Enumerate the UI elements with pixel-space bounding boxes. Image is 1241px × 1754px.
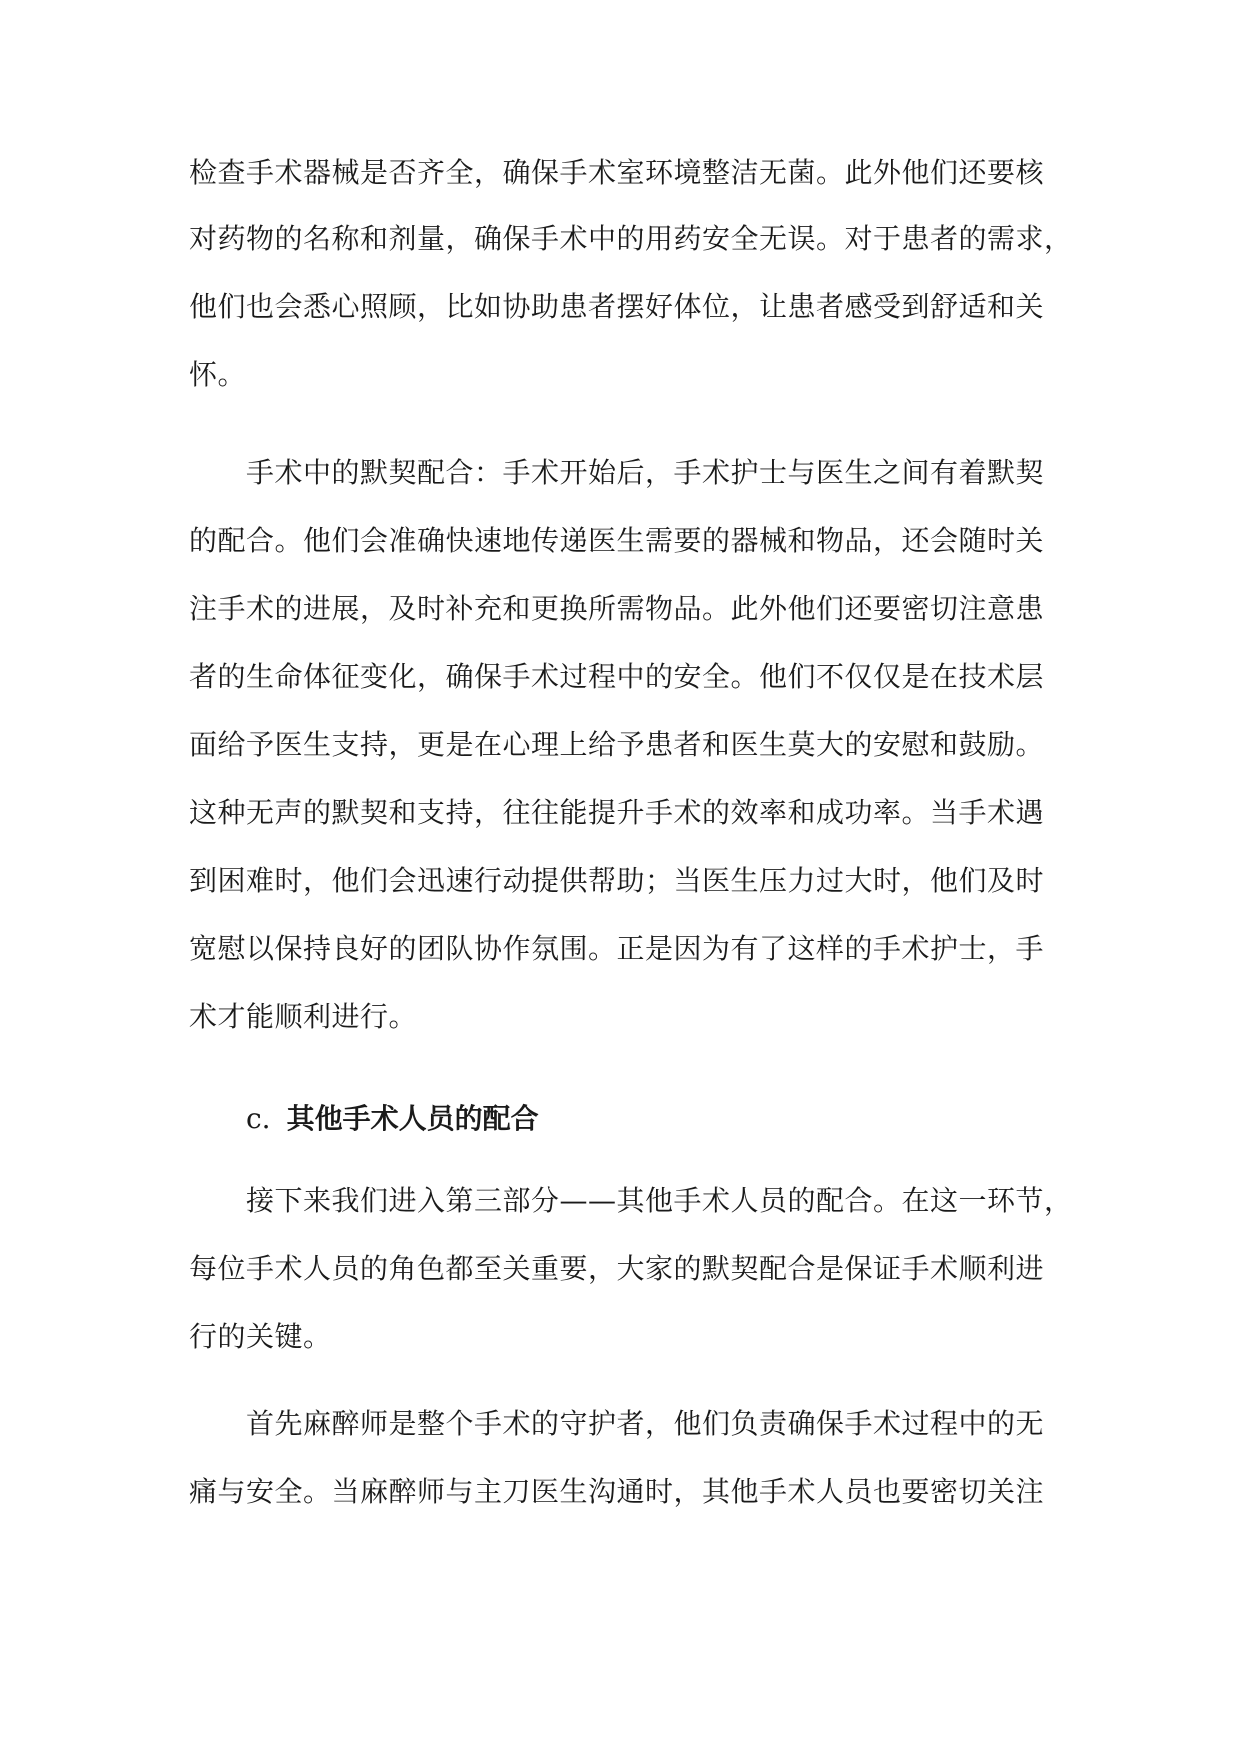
paragraph-line: 者的生命体征变化，确保手术过程中的安全。他们不仅仅是在技术层: [189, 660, 1045, 693]
paragraph-line: 手术中的默契配合：手术开始后，手术护士与医生之间有着默契: [246, 456, 1045, 489]
paragraph-line: 每位手术人员的角色都至关重要，大家的默契配合是保证手术顺利进: [189, 1252, 1045, 1285]
paragraph-line: 行的关键。: [189, 1320, 332, 1353]
paragraph-line: 术才能顺利进行。: [189, 1000, 418, 1033]
section-marker: c.: [246, 1102, 271, 1135]
paragraph-line: 的配合。他们会准确快速地传递医生需要的器械和物品，还会随时关: [189, 524, 1045, 557]
paragraph-line: 面给予医生支持，更是在心理上给予患者和医生莫大的安慰和鼓励。: [189, 728, 1045, 761]
paragraph-line: 接下来我们进入第三部分——其他手术人员的配合。在这一环节，: [246, 1184, 1073, 1217]
paragraph-line: 宽慰以保持良好的团队协作氛围。正是因为有了这样的手术护士，手: [189, 932, 1045, 965]
section-heading: [246, 1099, 1059, 1139]
section-title: 其他手术人员的配合: [286, 1102, 539, 1135]
paragraph-line: 对药物的名称和剂量，确保手术中的用药安全无误。对于患者的需求，: [189, 222, 1073, 255]
paragraph-line: 到困难时，他们会迅速行动提供帮助；当医生压力过大时，他们及时: [189, 864, 1045, 897]
paragraph-line: 这种无声的默契和支持，往往能提升手术的效率和成功率。当手术遇: [189, 796, 1045, 829]
paragraph-line: 检查手术器械是否齐全，确保手术室环境整洁无菌。此外他们还要核: [189, 156, 1045, 189]
paragraph-line: 痛与安全。当麻醉师与主刀医生沟通时，其他手术人员也要密切关注: [189, 1475, 1045, 1508]
paragraph-line: 他们也会悉心照顾，比如协助患者摆好体位，让患者感受到舒适和关: [189, 290, 1045, 323]
paragraph-line: 首先麻醉师是整个手术的守护者，他们负责确保手术过程中的无: [246, 1407, 1045, 1440]
paragraph-line: 注手术的进展，及时补充和更换所需物品。此外他们还要密切注意患: [189, 592, 1045, 625]
paragraph-line: 怀。: [189, 358, 247, 391]
